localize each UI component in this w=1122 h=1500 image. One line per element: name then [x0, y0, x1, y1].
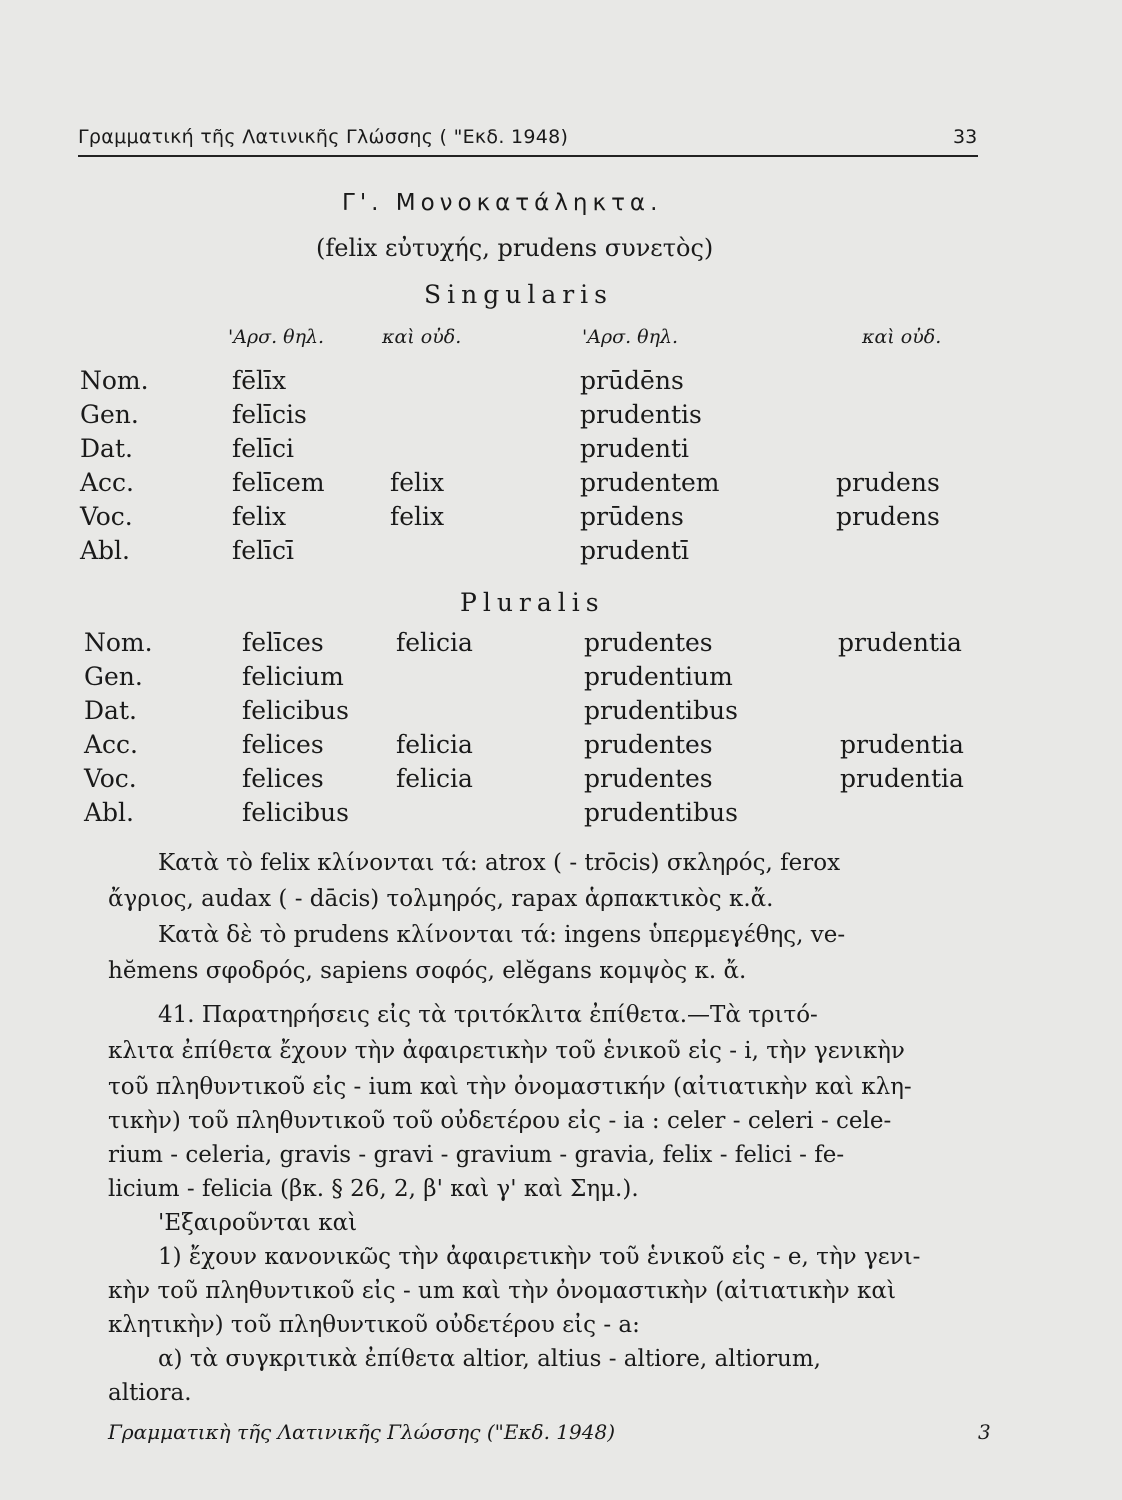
footer-title: Γραμματικὴ τῆς Λατινικῆς Γλώσσης ("Εκδ. 1948): [108, 1420, 616, 1444]
form-cell: prudentium: [584, 662, 733, 691]
col-header-prudens-mf: 'Αρσ. θηλ.: [582, 326, 679, 348]
form-cell: prudens: [836, 502, 940, 531]
case-label: Acc.: [84, 730, 139, 759]
form-cell: prudentia: [838, 628, 962, 657]
case-label: Voc.: [80, 502, 133, 531]
form-cell: felices: [242, 764, 324, 793]
case-label: Abl.: [84, 798, 134, 827]
form-cell: felix: [390, 502, 445, 531]
section-heading: Γ'. Μονοκατάληκτα.: [342, 190, 663, 216]
form-cell: felix: [390, 468, 445, 497]
page-number: 33: [953, 126, 978, 148]
signature-mark: 3: [978, 1420, 991, 1444]
text-line: κλιτα ἐπίθετα ἔχουν τὴν ἀφαιρετικὴν τοῦ ἑνικοῦ εἰς - i, τὴν γενικὴν: [108, 1038, 905, 1064]
text-line: τικὴν) τοῦ πληθυντικοῦ τοῦ οὐδετέρου εἰς - ia : celer - celeri - cele-: [108, 1108, 892, 1134]
form-cell: prudentem: [580, 468, 720, 497]
form-cell: felix: [232, 502, 287, 531]
text-line: 1) ἔχουν κανονικῶς τὴν ἀφαιρετικὴν τοῦ ἑνικοῦ εἰς - e, τὴν γενι-: [158, 1244, 921, 1270]
col-header-felix-n: καὶ οὐδ.: [382, 326, 462, 348]
form-cell: prudentes: [584, 730, 713, 759]
form-cell: felices: [242, 730, 324, 759]
text-line: rium - celeria, gravis - gravi - gravium - gravia, felix - felici - fe-: [108, 1142, 845, 1168]
form-cell: prudentī: [580, 536, 689, 565]
form-cell: felicium: [242, 662, 344, 691]
form-cell: prudentibus: [584, 798, 738, 827]
text-line: altiora.: [108, 1380, 192, 1406]
singular-title: Singularis: [424, 280, 614, 309]
text-line: 'Εξαιροῦνται καὶ: [158, 1210, 358, 1236]
text-line: licium - felicia (βκ. § 26, 2, β' καὶ γ' καὶ Σημ.).: [108, 1176, 639, 1202]
form-cell: prudentibus: [584, 696, 738, 725]
form-cell: felicia: [396, 628, 473, 657]
form-cell: prudentes: [584, 628, 713, 657]
text-line: 41. Παρατηρήσεις εἰς τὰ τριτόκλιτα ἐπίθετα.—Τὰ τριτό-: [158, 1002, 818, 1028]
form-cell: prūdēns: [580, 366, 684, 395]
form-cell: felīci: [232, 434, 295, 463]
form-cell: prudentia: [840, 764, 964, 793]
text-line: ἄγριος, audax ( - dācis) τολμηρός, rapax ἁρπακτικὸς κ.ἄ.: [108, 886, 774, 912]
header-rule: [78, 155, 978, 157]
col-header-felix-mf: 'Αρσ. θηλ.: [228, 326, 325, 348]
form-cell: prudens: [836, 468, 940, 497]
text-line: Κατὰ δὲ τὸ prudens κλίνονται τά: ingens ὑπερμεγέθης, ve-: [158, 922, 846, 948]
section-examples: (felix εὐτυχής, prudens συνετὸς): [316, 234, 714, 262]
case-label: Acc.: [80, 468, 135, 497]
case-label: Gen.: [84, 662, 143, 691]
form-cell: fēlīx: [232, 366, 287, 395]
col-header-prudens-n: καὶ οὐδ.: [862, 326, 942, 348]
text-line: κὴν τοῦ πληθυντικοῦ εἰς - um καὶ τὴν ὀνομαστικὴν (αἰτιατικὴν καὶ: [108, 1278, 896, 1304]
form-cell: felicia: [396, 730, 473, 759]
form-cell: prūdens: [580, 502, 684, 531]
text-line: hĕmens σφοδρός, sapiens σοφός, elĕgans κομψὸς κ. ἄ.: [108, 958, 747, 984]
form-cell: prudentia: [840, 730, 964, 759]
case-label: Gen.: [80, 400, 139, 429]
text-line: α) τὰ συγκριτικὰ ἐπίθετα altior, altius - altiore, altiorum,: [158, 1346, 821, 1372]
case-label: Abl.: [80, 536, 130, 565]
form-cell: felicibus: [242, 798, 349, 827]
form-cell: felīcem: [232, 468, 325, 497]
running-header: Γραμματική τῆς Λατινικῆς Γλώσσης ( "Εκδ. 1948): [78, 126, 569, 148]
text-line: τοῦ πληθυντικοῦ εἰς - ium καὶ τὴν ὀνομαστικήν (αἰτιατικὴν καὶ κλη-: [108, 1074, 912, 1100]
case-label: Nom.: [80, 366, 149, 395]
case-label: Dat.: [80, 434, 133, 463]
form-cell: prudenti: [580, 434, 689, 463]
text-line: Κατὰ τὸ felix κλίνονται τά: atrox ( - trōcis) σκληρός, ferox: [158, 850, 841, 876]
case-label: Nom.: [84, 628, 153, 657]
form-cell: felicibus: [242, 696, 349, 725]
case-label: Voc.: [84, 764, 137, 793]
form-cell: prudentes: [584, 764, 713, 793]
form-cell: prudentis: [580, 400, 702, 429]
form-cell: felīcis: [232, 400, 307, 429]
case-label: Dat.: [84, 696, 137, 725]
plural-title: Pluralis: [460, 588, 605, 617]
form-cell: felīces: [242, 628, 324, 657]
form-cell: felīcī: [232, 536, 295, 565]
form-cell: felicia: [396, 764, 473, 793]
text-line: κλητικὴν) τοῦ πληθυντικοῦ οὐδετέρου εἰς - a:: [108, 1312, 640, 1338]
